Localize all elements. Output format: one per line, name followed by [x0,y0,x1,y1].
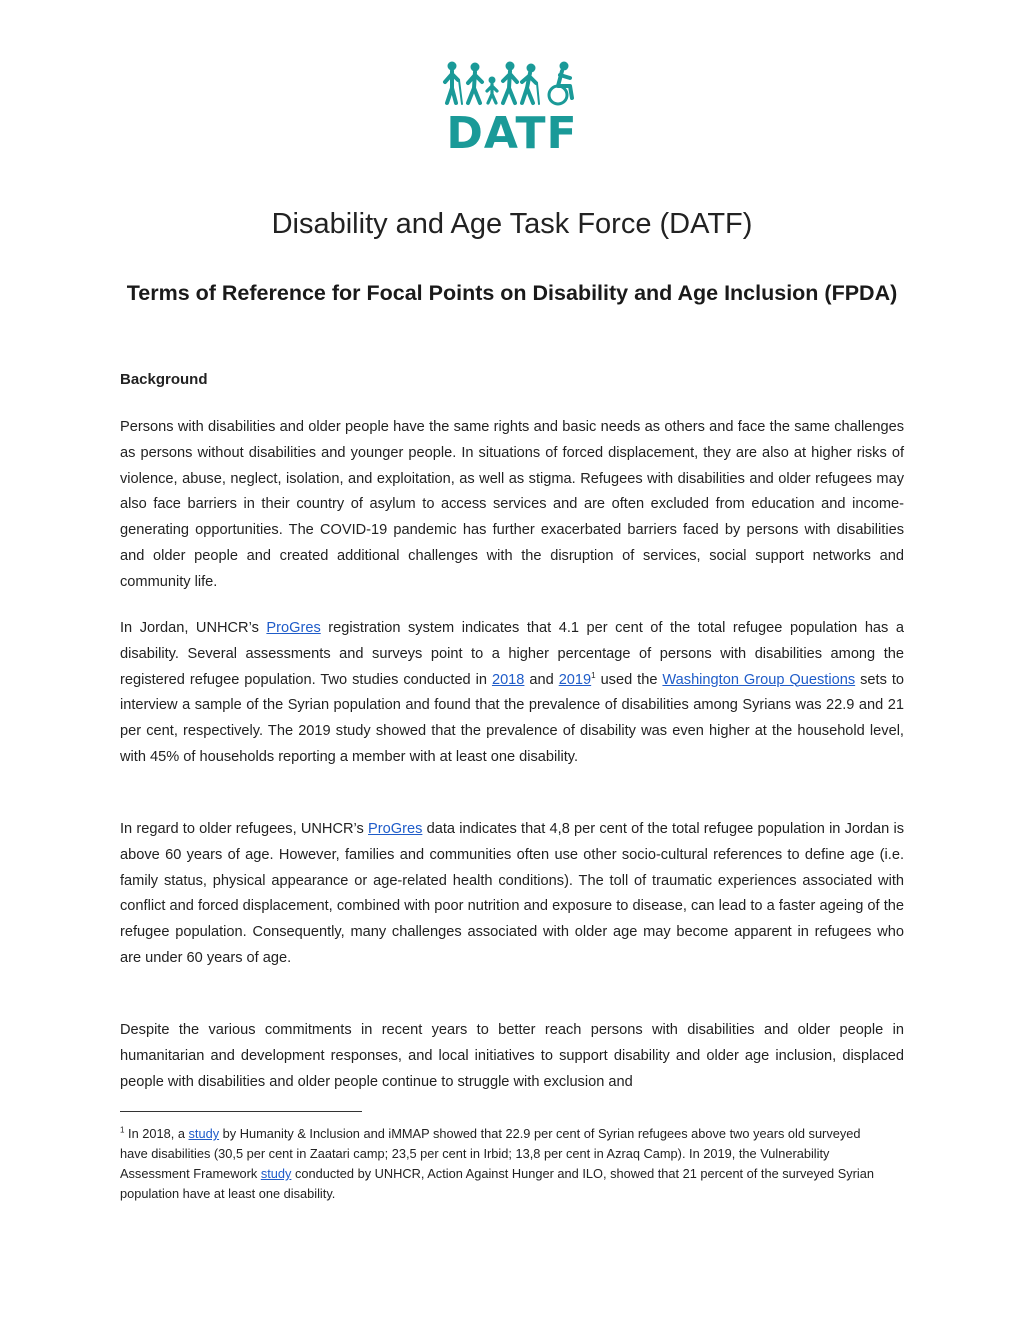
text-run: In 2018, a [124,1126,189,1141]
text-run: In Jordan, UNHCR’s [120,620,267,636]
link-2019-study[interactable]: 2019 [558,671,592,688]
link-progres[interactable]: ProGres [266,620,321,636]
text-run: data indicates that 4,8 per cent of the total refugee population in Jordan is above 60 years of age. However, families and communities often use other socio-cultural references to define age (i.e. family status, physical appearance or age-related health conditions). The toll of traumatic experiences associated with conflict and forced displacement, combined with poor nutrition and exposure to disease, can lead to a faster ageing of the refugee population. Consequently, many challenges associated with older age may become apparent in refugees who are under 60 years of age. [120,821,904,966]
footnote-divider [120,1111,362,1112]
footnote-reference[interactable]: 1 [591,670,596,680]
text-run: registration system indicates that 4.1 per cent of the total refugee population has a disability. Several assessments and surveys point to a higher percentage of persons with disabilities among the registered refugee population. Two studies conducted in [120,620,904,688]
link-2018-study[interactable]: 2018 [491,671,525,688]
paragraph-background-3 [120,817,904,972]
footnote-1 [120,1124,890,1204]
datf-logo [0,58,1024,159]
paragraph-background-1: Persons with disabilities and older people have the same rights and basic needs as others and face the same challenges as persons without disabilities and younger people. In situations of forced displacement, they are also at higher risks of violence, abuse, neglect, isolation, and exploitation, as well as stigma. Refugees with disabilities and older refugees may also face barriers in their country of asylum to access services and are often excluded from education and income-generating opportunities. The COVID-19 pandemic has further exacerbated barriers faced by persons with disabilities and older people and created additional challenges with the disruption of services, social support networks and community life. [120,419,904,590]
text-run: and [524,671,559,688]
link-study-2019[interactable]: study [260,1166,292,1181]
link-study-2018[interactable]: study [188,1126,220,1141]
text-run: by Humanity & Inclusion and iMMAP showed that 22.9 per cent of Syrian refugees above two years old surveyed have disabilities (30,5 per cent in Zaatari camp; 23,5 per cent in Irbid; 13,8 per cent in Azraq Camp). In 2019, the Vulnerability Assessment Framework [120,1126,861,1181]
link-progres[interactable]: ProGres [368,821,423,837]
text-run: In regard to older refugees, UNHCR’s [120,821,369,837]
text-run: used the [595,671,663,688]
document-title: Disability and Age Task Force (DATF) [271,208,753,240]
text-run: sets to interview a sample of the Syrian population and found that the prevalence of disabilities among Syrians was 22.9 and 21 per cent, respectively. The 2019 study showed that the prevalence of disability was even higher at the household level, with 45% of households reporting a member with at least one disability. [120,671,904,765]
people-figures-icon [442,58,582,108]
paragraph-background-2 [120,616,904,771]
footnote-number: 1 [120,1125,125,1135]
logo-wordmark: DATF [446,108,578,159]
link-washington-group-questions[interactable]: Washington Group Questions [662,671,856,688]
document-subtitle: Terms of Reference for Focal Points on Disability and Age Inclusion (FPDA) [126,281,898,305]
section-heading-background: Background [120,371,208,388]
paragraph-background-4: Despite the various commitments in recent years to better reach persons with disabilities and older people in humanitarian and development responses, and local initiatives to support disability and older age inclusion, displaced people with disabilities and older people continue to struggle with exclusion and [120,1022,904,1090]
text-run: conducted by UNHCR, Action Against Hunger and ILO, showed that 21 percent of the surveyed Syrian population have at least one disability. [120,1166,874,1201]
